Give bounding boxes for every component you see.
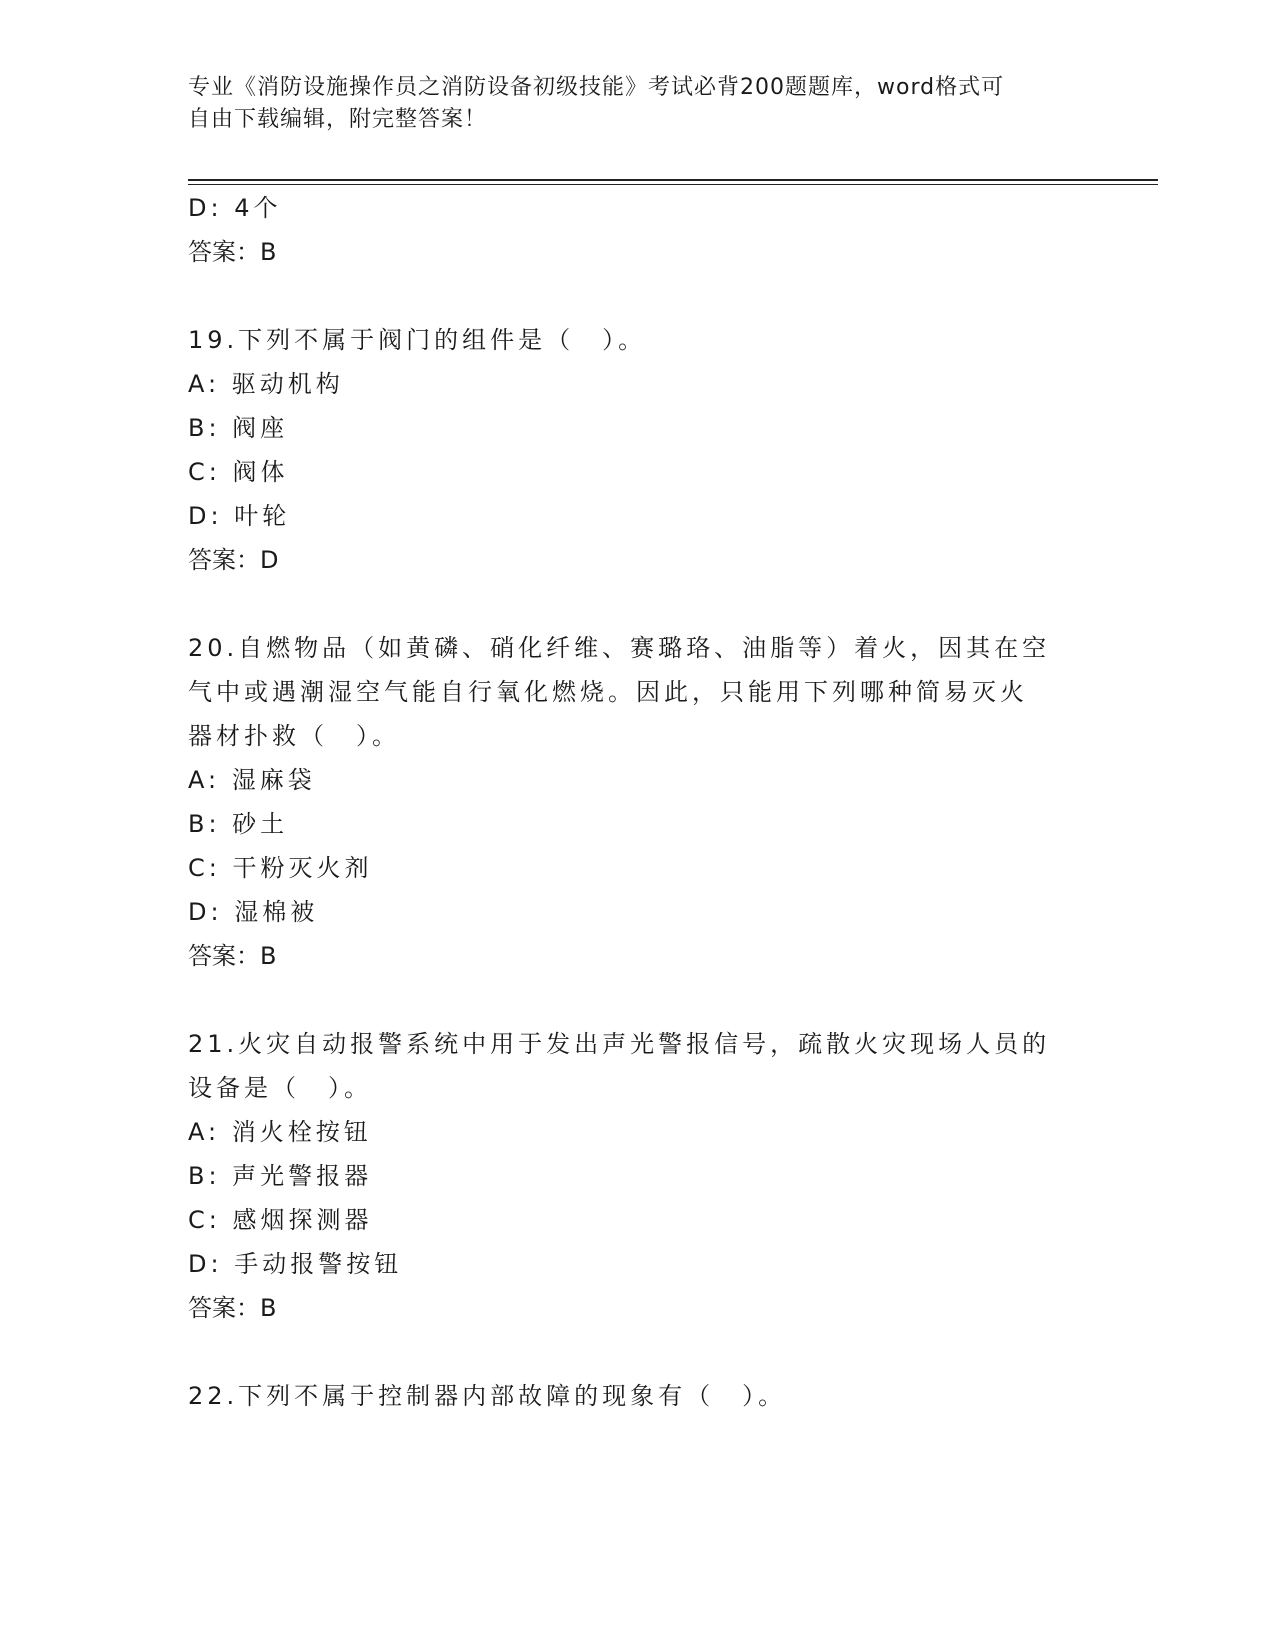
q20-stem-line-2: 气中或遇潮湿空气能自行氧化燃烧。因此，只能用下列哪种简易灭火 bbox=[188, 678, 1028, 706]
q20-option-a: A: 湿麻袋 bbox=[188, 766, 316, 794]
q20-stem-line-3: 器材扑救（ ）。 bbox=[188, 722, 400, 750]
answer-label: 答案： bbox=[188, 546, 260, 574]
q18-answer bbox=[188, 236, 276, 268]
q20-option-b: B: 砂土 bbox=[188, 810, 289, 838]
q19-option-d: D: 叶轮 bbox=[188, 502, 291, 530]
q22-stem: 22.下列不属于控制器内部故障的现象有（ ）。 bbox=[188, 1382, 787, 1410]
header-divider-thick bbox=[188, 179, 1158, 181]
q21-stem-line-2: 设备是（ ）。 bbox=[188, 1074, 372, 1102]
answer-label: 答案： bbox=[188, 1294, 260, 1322]
q19-option-c: C: 阀体 bbox=[188, 458, 289, 486]
answer-value: D bbox=[260, 546, 279, 574]
q21-option-b: B: 声光警报器 bbox=[188, 1162, 373, 1190]
q21-answer bbox=[188, 1292, 276, 1324]
header-divider-thin bbox=[188, 184, 1158, 185]
answer-value: B bbox=[260, 238, 277, 266]
answer-value: B bbox=[260, 1294, 277, 1322]
q19-option-a: A: 驱动机构 bbox=[188, 370, 344, 398]
q19-stem: 19.下列不属于阀门的组件是（ ）。 bbox=[188, 326, 647, 354]
q21-stem-line-1: 21.火灾自动报警系统中用于发出声光警报信号，疏散火灾现场人员的 bbox=[188, 1030, 1051, 1058]
answer-label: 答案： bbox=[188, 942, 260, 970]
answer-label: 答案： bbox=[188, 238, 260, 266]
header-title-line-2: 自由下载编辑，附完整答案！ bbox=[188, 107, 488, 132]
answer-value: B bbox=[260, 942, 277, 970]
header-title-line-1: 专业《消防设施操作员之消防设备初级技能》考试必背200题题库，word格式可 bbox=[188, 75, 1005, 100]
q21-option-c: C: 感烟探测器 bbox=[188, 1206, 373, 1234]
q21-option-a: A: 消火栓按钮 bbox=[188, 1118, 372, 1146]
q19-answer bbox=[188, 544, 278, 576]
q20-option-c: C: 干粉灭火剂 bbox=[188, 854, 373, 882]
q20-answer bbox=[188, 940, 276, 972]
q20-stem-line-1: 20.自燃物品（如黄磷、硝化纤维、赛璐珞、油脂等）着火，因其在空 bbox=[188, 634, 1051, 662]
q21-option-d: D: 手动报警按钮 bbox=[188, 1250, 403, 1278]
q18-option-d: D: 4个 bbox=[188, 194, 282, 222]
q19-option-b: B: 阀座 bbox=[188, 414, 289, 442]
q20-option-d: D: 湿棉被 bbox=[188, 898, 319, 926]
document-header bbox=[188, 72, 1088, 136]
